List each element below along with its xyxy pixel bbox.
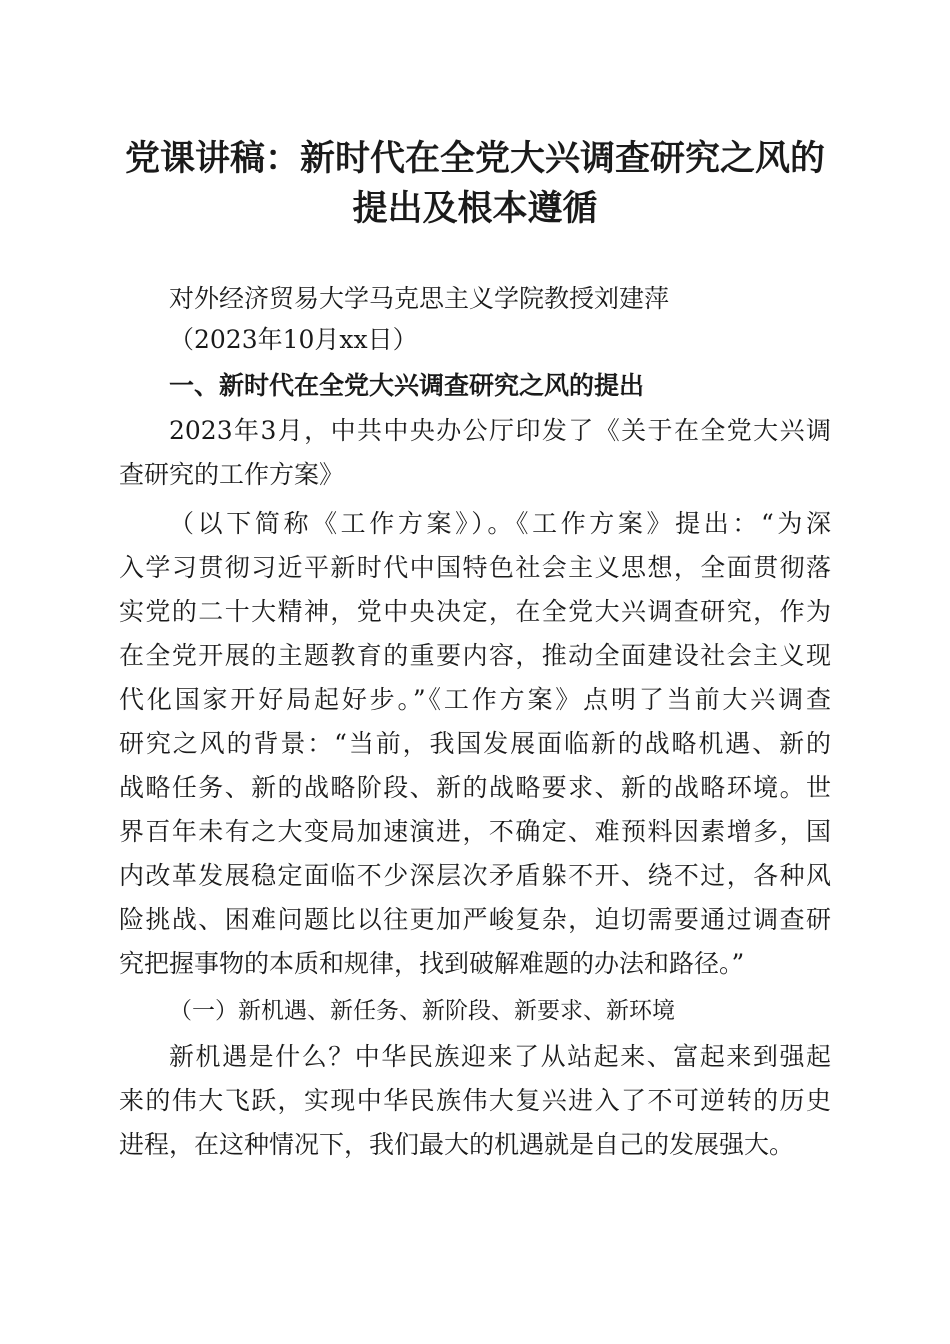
paragraph-2-line-10: 险挑战、困难问题比以往更加严峻复杂，迫切需要通过调查研 bbox=[119, 905, 831, 934]
paragraph-2-line-9: 内改革发展稳定面临不少深层次矛盾躲不开、绕不过，各种风 bbox=[119, 861, 831, 890]
paragraph-1-line-2: 查研究的工作方案》 bbox=[119, 460, 345, 489]
paragraph-3-line-2: 来的伟大飞跃，实现中华民族伟大复兴进入了不可逆转的历史 bbox=[119, 1086, 831, 1115]
paragraph-3-line-3: 进程，在这种情况下，我们最大的机遇就是自己的发展强大。 bbox=[119, 1130, 795, 1159]
date-line: （2023年10月xx日） bbox=[169, 325, 418, 354]
paragraph-2-line-8: 界百年未有之大变局加速演进，不确定、难预料因素增多，国 bbox=[119, 817, 831, 846]
author-line: 对外经济贸易大学马克思主义学院教授刘建萍 bbox=[169, 284, 670, 313]
paragraph-3-line-1: 新机遇是什么？中华民族迎来了从站起来、富起来到强起 bbox=[169, 1042, 831, 1071]
paragraph-2-line-11: 究把握事物的本质和规律，找到破解难题的办法和路径。” bbox=[119, 949, 745, 978]
paragraph-1-line-1: 2023年3月，中共中央办公厅印发了《关于在全党大兴调 bbox=[169, 416, 831, 445]
paragraph-2-line-3: 实党的二十大精神，党中央决定，在全党大兴调查研究，作为 bbox=[119, 597, 831, 626]
paragraph-2-line-4: 在全党开展的主题教育的重要内容，推动全面建设社会主义现 bbox=[119, 641, 831, 670]
paragraph-2-line-5: 代化国家开好局起好步。”《工作方案》点明了当前大兴调查 bbox=[119, 685, 831, 714]
section-heading-1: 一、新时代在全党大兴调查研究之风的提出 bbox=[169, 371, 645, 400]
paragraph-2-line-2: 入学习贯彻习近平新时代中国特色社会主义思想，全面贯彻落 bbox=[119, 553, 831, 582]
subsection-heading-1: （一）新机遇、新任务、新阶段、新要求、新环境 bbox=[169, 998, 675, 1024]
paragraph-2-line-7: 战略任务、新的战略阶段、新的战略要求、新的战略环境。世 bbox=[119, 773, 831, 802]
paragraph-2-line-1: （以下简称《工作方案》）。《工作方案》提出：“为深 bbox=[169, 509, 831, 538]
paragraph-2-line-6: 研究之风的背景：“当前，我国发展面临新的战略机遇、新的 bbox=[119, 729, 831, 758]
document-title-line-1: 党课讲稿：新时代在全党大兴调查研究之风的 bbox=[124, 138, 825, 179]
document-title-line-2: 提出及根本遵循 bbox=[352, 188, 598, 229]
